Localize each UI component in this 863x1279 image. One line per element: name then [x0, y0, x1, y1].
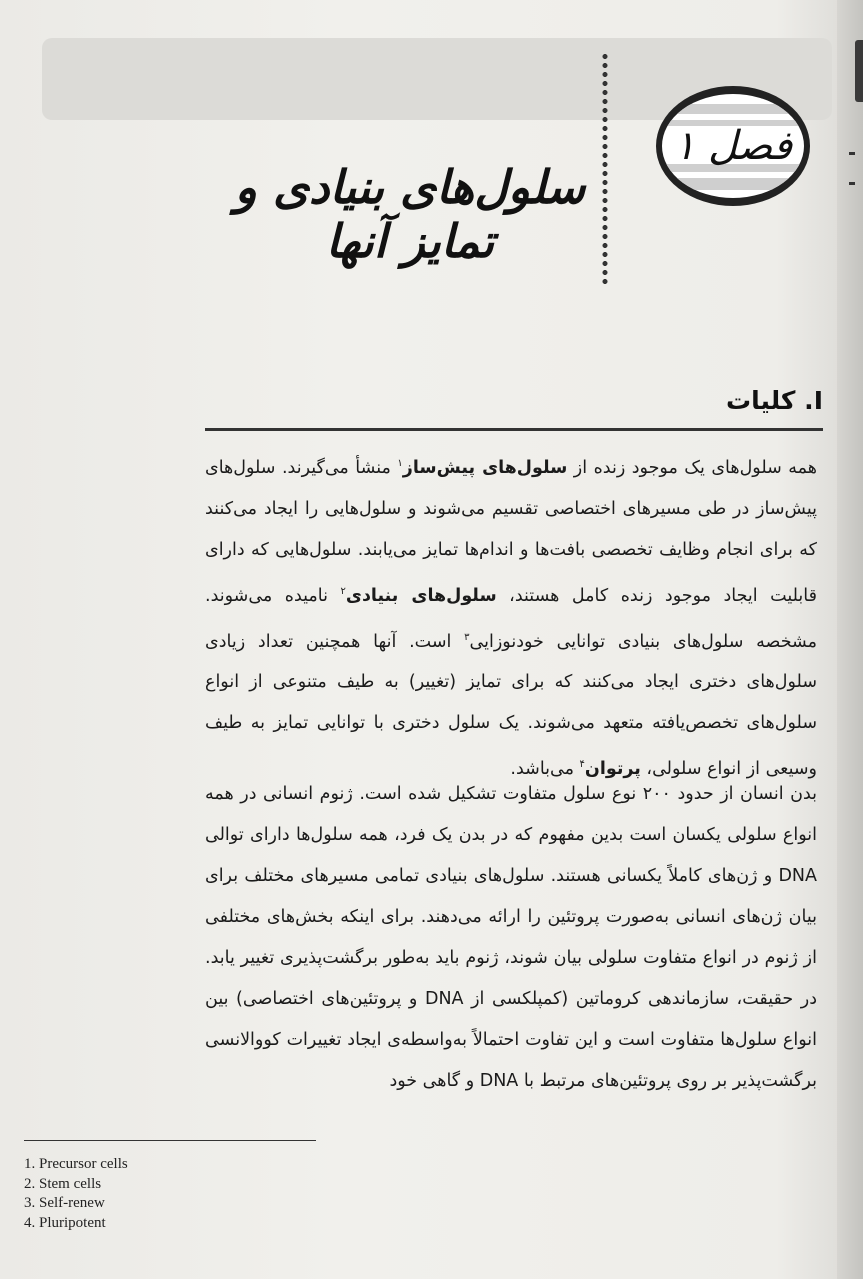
- text-run: همه سلول‌های یک موجود زنده از: [567, 457, 818, 478]
- chapter-number: فصل ۱: [673, 123, 793, 169]
- footnote-ref-2: ۲: [340, 585, 346, 597]
- footnote-item: 2. Stem cells: [24, 1175, 102, 1192]
- text-run: است. آنها همچنین تعداد زیادی سلول‌های دختری ایجاد می‌کنند که برای تمایز (تغییر) به طیف متنوعی از انواع سلول‌های تخصص‌یافته متعهد می‌شوند. یک سلول دختری با توانایی تمایز به طیف وسیعی از انواع سلولی،: [205, 631, 817, 780]
- section-heading: I. کلیات: [726, 386, 823, 415]
- book-spine: [837, 0, 863, 1279]
- text-run: می‌باشد.: [510, 759, 580, 780]
- text-run: نامیده می‌شوند. مشخصه سلول‌های بنیادی توانایی خودنوزایی: [205, 585, 817, 652]
- chapter-title: سلول‌های بنیادی و تمایز آنها: [234, 160, 586, 268]
- chapter-badge-inner: [662, 94, 804, 198]
- paragraph-1: [205, 443, 817, 790]
- term-pluripotent: پرتوان: [584, 759, 641, 780]
- footnote-ref-3: ۳: [464, 631, 470, 643]
- footnote-item: 1. Precursor cells: [24, 1156, 128, 1172]
- section-rule: [205, 428, 823, 431]
- chapter-badge: [656, 86, 810, 206]
- paragraph-2: بدن انسان از حدود ۲۰۰ نوع سلول متفاوت تشکیل شده است. ژنوم انسانی در همه انواع سلولی یکسان است بدین مفهوم که در بدن یک فرد، همه سلول‌ها دارای توالی DNA و ژن‌های کاملاً یکسانی هستند. سلول‌های بنیادی تمامی مسیرهای مختلف برای بیان ژن‌های انسانی به‌صورت پروتئین را ارائه می‌دهند. برای اینکه بخش‌های مختلفی از ژنوم در انواع متفاوت سلولی بیان شوند، ژنوم باید به‌طور برگشت‌پذیری تغییر یابد. در حقیقت، سازماندهی کروماتین (کمپلکسی از DNA و پروتئین‌های اختصاصی) بین انواع سلول‌ها متفاوت است و این تفاوت احتمالاً به‌واسطه‌ی ایجاد تغییرات کووالانسی برگشت‌پذیر بر روی پروتئین‌های مرتبط با DNA و گاهی خود: [205, 784, 818, 1091]
- text-run: منشأ می‌گیرند. سلول‌های پیش‌ساز در طی مسیرهای اختصاصی تقسیم می‌شوند و سلول‌هایی را ایجاد می‌کنند که برای انجام وظایف تخصصی بافت‌ها و اندام‌ها تمایز می‌یابند. سلول‌هایی که دارای قابلیت ایجاد موجود زنده کامل هستند،: [205, 457, 817, 606]
- spine-tab: [855, 40, 863, 102]
- spine-mark: [849, 182, 855, 185]
- dotted-divider: [600, 52, 610, 288]
- spine-mark: [849, 152, 855, 155]
- term-precursor-cells: سلول‌های پیش‌ساز: [402, 457, 568, 478]
- term-stem-cells: سلول‌های بنیادی: [345, 585, 497, 606]
- footnote-rule: [24, 1140, 316, 1141]
- footnote-ref-4: ۴: [579, 759, 585, 771]
- footnote-ref-1: ۱: [397, 458, 403, 469]
- footnotes: [24, 1155, 128, 1233]
- footnote-item: 4. Pluripotent: [24, 1214, 106, 1231]
- footnote-item: 3. Self-renew: [24, 1195, 105, 1211]
